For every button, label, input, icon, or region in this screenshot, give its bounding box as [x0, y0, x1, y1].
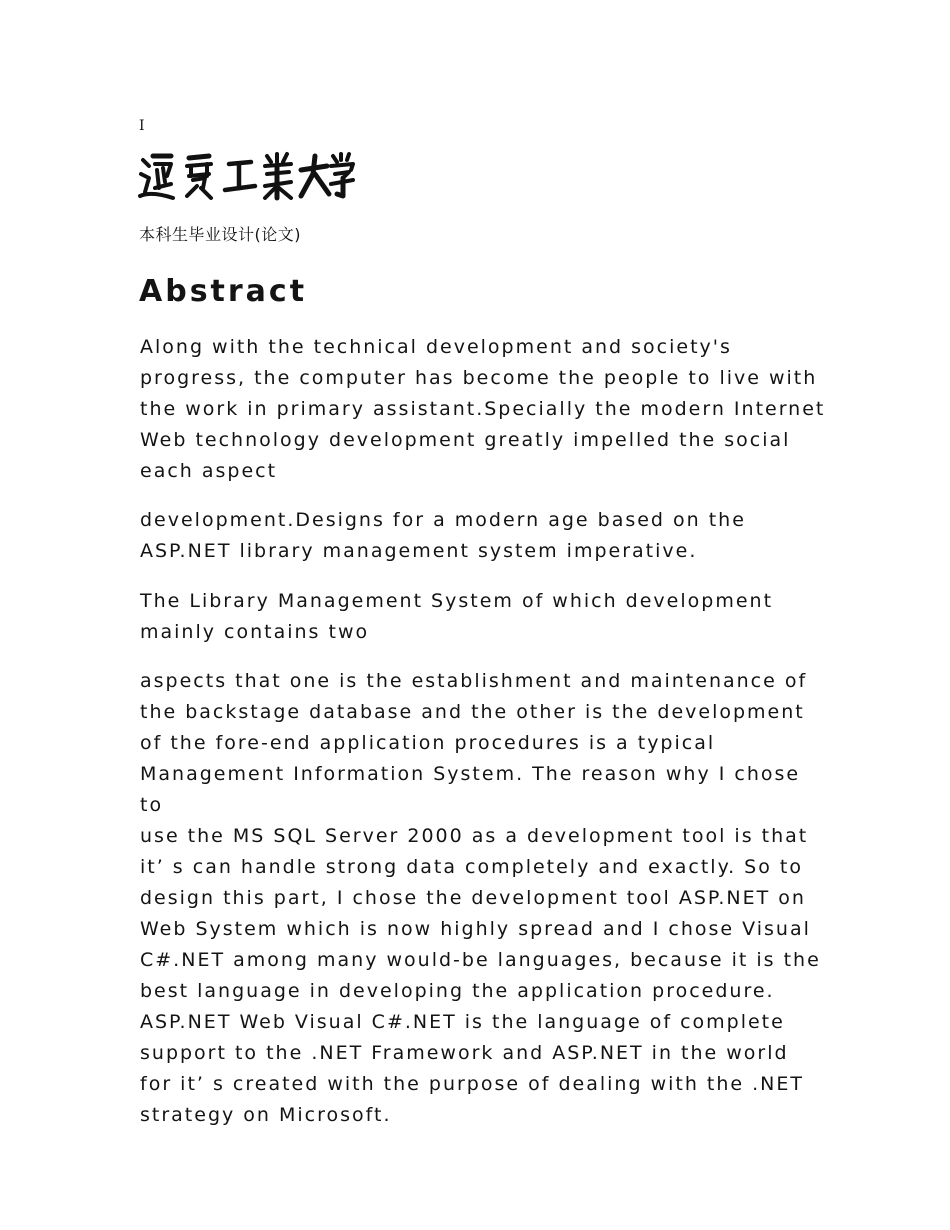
- logo-glyph-6: [331, 154, 353, 196]
- logo-glyph-3: [225, 162, 255, 190]
- logo-glyph-4: [265, 154, 291, 198]
- logo-glyph-2: [187, 156, 211, 198]
- abstract-heading: Abstract: [139, 274, 308, 309]
- document-subtitle: 本科生毕业设计(论文): [139, 225, 301, 244]
- abstract-paragraph-4: aspects that one is the establishment and maintenance of the backstage database and the other is the development of the fore-end application procedures is a typical Management Information System. The reason why I chose to use the MS SQL Server 2000 as a development tool is that it’ s can handle strong data completely and exactly. So to design this part, I chose the development tool ASP.NET on Web System which is now highly spread and I chose Visual C#.NET among many would-be languages, because it is the best language in developing the application procedure. ASP.NET Web Visual C#.NET is the language of complete support to the .NET Framework and ASP.NET in the world for it’ s created with the purpose of dealing with the .NET strategy on Microsoft.: [140, 670, 821, 1126]
- page-number: I: [139, 118, 145, 134]
- abstract-paragraph-3: The Library Management System of which development mainly contains two: [140, 590, 774, 643]
- logo-glyph-1: [140, 156, 173, 198]
- abstract-paragraph-2: development.Designs for a modern age based on the ASP.NET library management system imperative.: [140, 509, 746, 562]
- university-logo: [137, 148, 355, 204]
- logo-glyph-5: [301, 156, 329, 196]
- abstract-paragraph-1: Along with the technical development and society's progress, the computer has become the people to live with the work in primary assistant.Specially the modern Internet Web technology development greatly impelled the social each aspect: [140, 336, 826, 482]
